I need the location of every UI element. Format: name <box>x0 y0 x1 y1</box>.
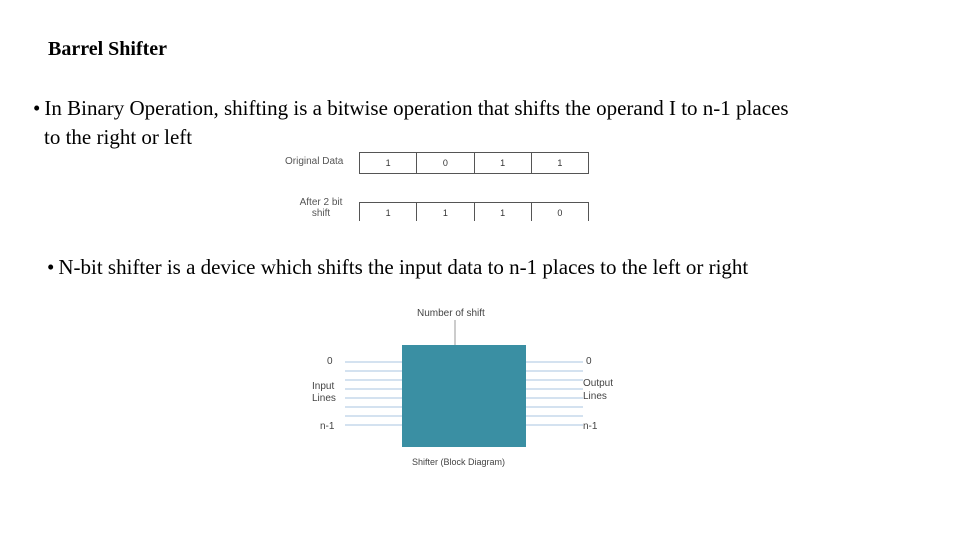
bullet2-text: N-bit shifter is a device which shifts the input data to n-1 places to the left or right <box>58 255 749 279</box>
bit-cell: 1 <box>359 153 416 173</box>
input-lines <box>345 362 402 425</box>
bit-cell: 1 <box>474 203 531 221</box>
bullet-shifting-definition <box>33 94 789 152</box>
output-lines-label-1: Output <box>583 378 614 389</box>
bit-cell: 0 <box>531 203 589 221</box>
input-n-minus-1-label: n-1 <box>320 421 335 432</box>
bullet1-line1: In Binary Operation, shifting is a bitwise operation that shifts the operand I to n-1 places <box>44 96 789 120</box>
output-n-minus-1-label: n-1 <box>583 421 598 432</box>
after-shift-bits-row <box>359 202 589 221</box>
slide-title: Barrel Shifter <box>48 38 168 60</box>
original-data-label: Original Data <box>285 156 344 167</box>
bit-cell: 1 <box>531 153 589 173</box>
output-lines-label-2: Lines <box>583 391 607 402</box>
bit-cell: 1 <box>359 203 416 221</box>
bullet-mark: • <box>33 96 41 120</box>
bullet1-line2: to the right or left <box>44 125 193 149</box>
bullet-mark: • <box>47 255 55 279</box>
shifter-block <box>402 345 526 447</box>
after-shift-label: After 2 bit shift <box>299 197 343 219</box>
bit-cell: 1 <box>416 203 473 221</box>
shift-example-figure <box>283 150 593 222</box>
bit-cell: 1 <box>474 153 531 173</box>
block-diagram-caption: Shifter (Block Diagram) <box>412 457 506 467</box>
output-zero-label: 0 <box>586 356 592 367</box>
output-lines <box>526 362 583 425</box>
number-of-shift-label: Number of shift <box>417 308 485 319</box>
input-lines-label-1: Input <box>312 381 335 392</box>
input-zero-label: 0 <box>327 356 333 367</box>
original-bits-row <box>359 152 589 174</box>
bullet-nbit-shifter <box>47 253 748 282</box>
input-lines-label-2: Lines <box>312 393 336 404</box>
bit-cell: 0 <box>416 153 473 173</box>
shifter-block-diagram <box>305 300 635 475</box>
